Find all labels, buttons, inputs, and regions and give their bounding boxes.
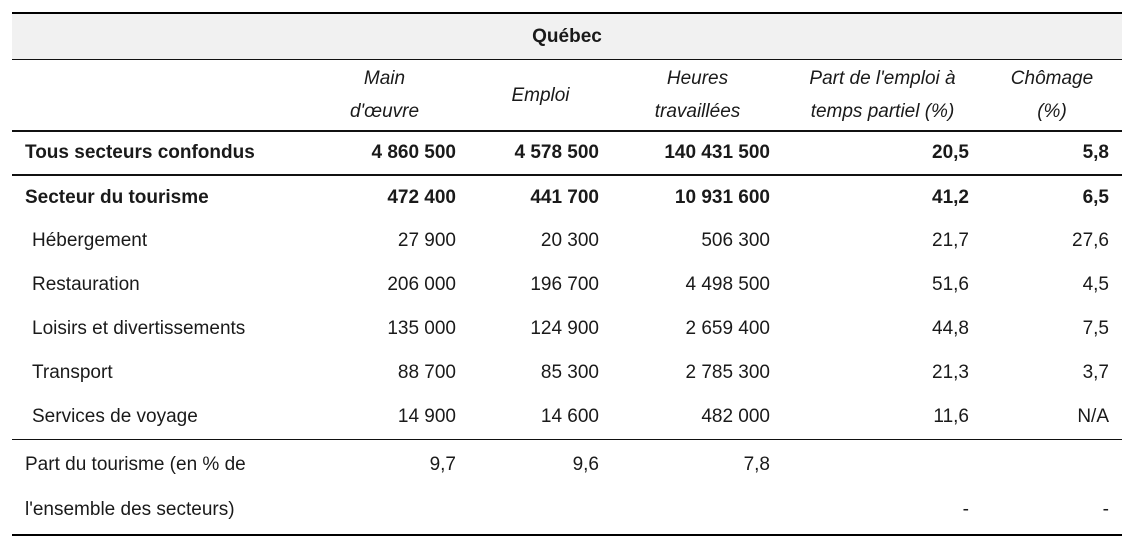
cell-temps-partiel: 11,6 (933, 406, 969, 427)
cell-heures: 482 000 (701, 406, 770, 427)
cell-chomage: - (1102, 499, 1109, 520)
cell-heures: 2 659 400 (685, 318, 770, 339)
cell-emploi: 14 600 (540, 406, 599, 427)
cell-heures: 4 498 500 (685, 274, 770, 295)
cell-main-doeuvre: 135 000 (387, 318, 456, 339)
row-label: Part du tourisme (en % de l'ensemble des secteurs) (25, 454, 246, 520)
cell-temps-partiel: 21,7 (932, 230, 969, 251)
cell-heures: 10 931 600 (674, 187, 770, 208)
row-label: Restauration (32, 274, 140, 295)
cell-temps-partiel: 51,6 (932, 274, 969, 295)
cell-emploi: 441 700 (530, 187, 599, 208)
cell-emploi: 4 578 500 (514, 142, 599, 163)
col-header-main-doeuvre: Main d'œuvre (349, 68, 420, 122)
cell-temps-partiel: 44,8 (932, 318, 969, 339)
cell-emploi: 9,6 (572, 454, 599, 475)
cell-chomage: 6,5 (1082, 187, 1109, 208)
statistics-table (12, 12, 1122, 536)
cell-emploi: 196 700 (530, 274, 599, 295)
row-label: Tous secteurs confondus (25, 142, 255, 163)
cell-emploi: 124 900 (530, 318, 599, 339)
cell-main-doeuvre: 4 860 500 (371, 142, 456, 163)
cell-temps-partiel: 41,2 (932, 187, 969, 208)
cell-chomage: 4,5 (1082, 274, 1109, 295)
col-header-heures-travaillees: Heures travaillées (654, 68, 741, 122)
cell-emploi: 20 300 (540, 230, 599, 251)
cell-chomage: N/A (1077, 406, 1109, 427)
cell-temps-partiel: 20,5 (932, 142, 969, 163)
cell-temps-partiel: 21,3 (932, 362, 969, 383)
row-label: Loisirs et divertissements (32, 318, 246, 339)
cell-heures: 2 785 300 (685, 362, 770, 383)
table-row-loisirs (12, 307, 1122, 351)
row-label: Hébergement (32, 230, 148, 251)
summary-row-part-tourisme (12, 439, 1122, 534)
cell-heures: 506 300 (701, 230, 770, 251)
cell-emploi: 85 300 (540, 362, 599, 383)
cell-chomage: 5,8 (1082, 142, 1109, 163)
table-row-tous-secteurs (12, 132, 1122, 176)
cell-main-doeuvre: 206 000 (387, 274, 456, 295)
row-label: Secteur du tourisme (25, 187, 209, 208)
column-header-row (12, 60, 1122, 132)
col-header-empty (12, 60, 300, 130)
table-row-restauration (12, 263, 1122, 307)
table-row-services-voyage (12, 395, 1122, 439)
cell-main-doeuvre: 14 900 (397, 406, 456, 427)
cell-temps-partiel: - (962, 499, 969, 520)
cell-heures: 7,8 (743, 454, 770, 475)
cell-chomage: 7,5 (1082, 318, 1109, 339)
col-header-part-emploi-temps-partiel: Part de l'emploi à temps partiel (%) (809, 68, 956, 122)
table-title: Québec (12, 14, 1122, 60)
table-row-secteur-tourisme (12, 176, 1122, 219)
cell-main-doeuvre: 27 900 (397, 230, 456, 251)
col-header-chomage: Chômage (%) (1010, 68, 1094, 122)
cell-chomage: 27,6 (1072, 230, 1109, 251)
row-label: Services de voyage (32, 406, 198, 427)
col-header-emploi: Emploi (511, 84, 570, 106)
cell-main-doeuvre: 88 700 (397, 362, 456, 383)
row-label: Transport (32, 362, 113, 383)
cell-main-doeuvre: 472 400 (387, 187, 456, 208)
cell-chomage: 3,7 (1082, 362, 1109, 383)
cell-main-doeuvre: 9,7 (429, 454, 456, 475)
table-row-hebergement (12, 219, 1122, 263)
table-row-transport (12, 351, 1122, 395)
cell-heures: 140 431 500 (664, 142, 770, 163)
